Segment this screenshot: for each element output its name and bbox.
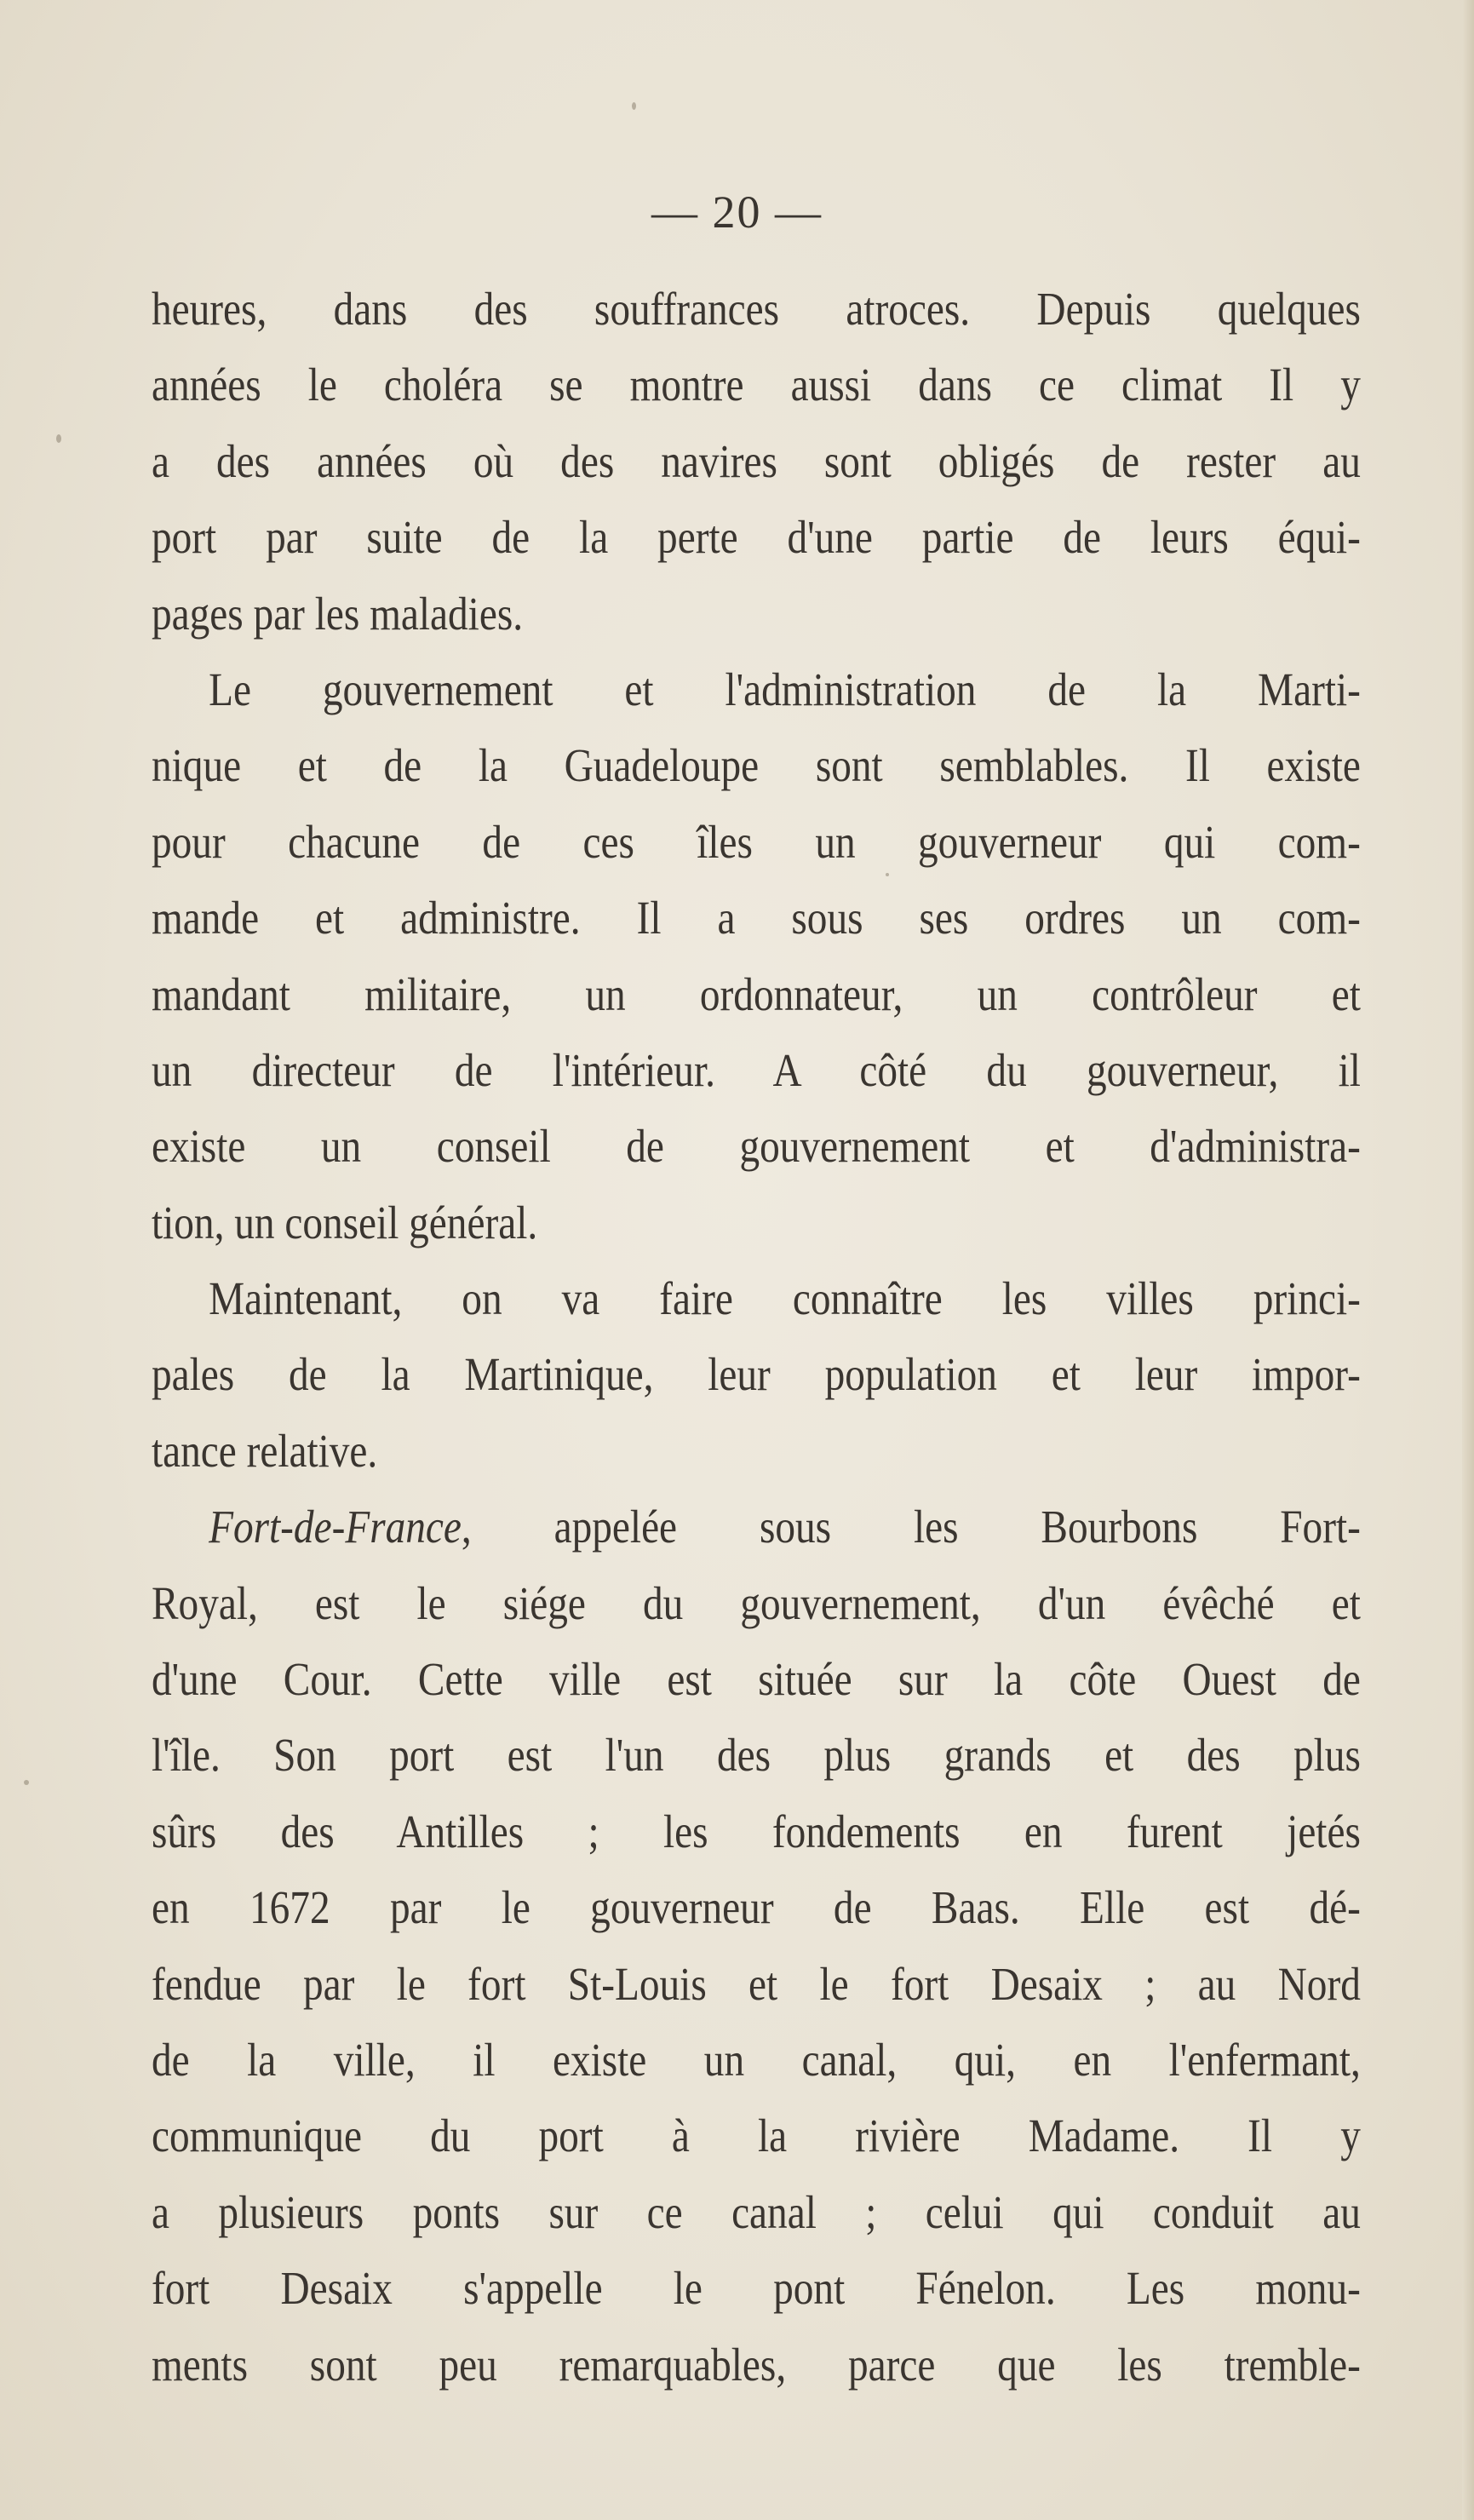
text-line: Royal, est le siége du gouvernement, d'un évêché et bbox=[152, 1576, 1361, 1629]
text-line: pages par les maladies. bbox=[152, 587, 524, 640]
text-line: Maintenant, on va faire connaître les villes princi- bbox=[209, 1272, 1361, 1325]
text-line: a plusieurs ponts sur ce canal ; celui qui conduit au bbox=[152, 2185, 1361, 2238]
italic-place-name: Fort-de-France bbox=[209, 1501, 462, 1553]
paper-speck bbox=[886, 873, 889, 876]
text-fragment: , appelée sous les Bourbons Fort- bbox=[461, 1501, 1361, 1553]
text-line: a des années où des navires sont obligés de rester au bbox=[152, 434, 1361, 487]
text-line: port par suite de la perte d'une partie de leurs équi- bbox=[152, 511, 1361, 564]
text-line-with-italic bbox=[152, 1489, 1361, 1564]
text-line: nique et de la Guadeloupe sont semblables. Il existe bbox=[152, 739, 1361, 792]
paper-speck bbox=[56, 434, 61, 443]
body-text bbox=[152, 271, 1361, 2402]
text-line: de la ville, il existe un canal, qui, en l'enfermant, bbox=[152, 2033, 1361, 2086]
text-line: sûrs des Antilles ; les fondements en furent jetés bbox=[152, 1805, 1361, 1857]
text-line: pales de la Martinique, leur population et leur impor- bbox=[152, 1348, 1361, 1401]
text-line: heures, dans des souffrances atroces. Depuis quelques bbox=[152, 283, 1361, 335]
text-line: communique du port à la rivière Madame. Il y bbox=[152, 2110, 1361, 2162]
page-number: — 20 — bbox=[651, 187, 823, 238]
text-line: l'île. Son port est l'un des plus grands et des plus bbox=[152, 1729, 1361, 1782]
text-line: mande et administre. Il a sous ses ordres un com- bbox=[152, 892, 1361, 944]
text-line: tance relative. bbox=[152, 1424, 378, 1477]
text-line: en 1672 par le gouverneur de Baas. Elle est dé- bbox=[152, 1881, 1361, 1934]
text-line: fort Desaix s'appelle le pont Fénelon. Les monu- bbox=[152, 2262, 1361, 2315]
text-line: d'une Cour. Cette ville est située sur la côte Ouest de bbox=[152, 1653, 1361, 1706]
paper-speck bbox=[24, 1780, 29, 1785]
text-line: un directeur de l'intérieur. A côté du gouverneur, il bbox=[152, 1043, 1361, 1096]
text-line: fendue par le fort St-Louis et le fort Desaix ; au Nord bbox=[152, 1957, 1361, 2010]
text-line: existe un conseil de gouvernement et d'administra- bbox=[152, 1120, 1361, 1173]
text-line: tion, un conseil général. bbox=[152, 1196, 538, 1249]
text-line: ments sont peu remarquables, parce que les tremble- bbox=[152, 2338, 1361, 2391]
text-line: pour chacune de ces îles un gouverneur qui com- bbox=[152, 815, 1361, 868]
text-line: Le gouvernement et l'administration de la Marti- bbox=[209, 663, 1361, 715]
text-line: années le choléra se montre aussi dans ce climat Il y bbox=[152, 359, 1361, 411]
paper-speck bbox=[632, 102, 636, 110]
page-edge-shadow bbox=[1462, 0, 1474, 2520]
text-line: mandant militaire, un ordonnateur, un contrôleur et bbox=[152, 967, 1361, 1020]
